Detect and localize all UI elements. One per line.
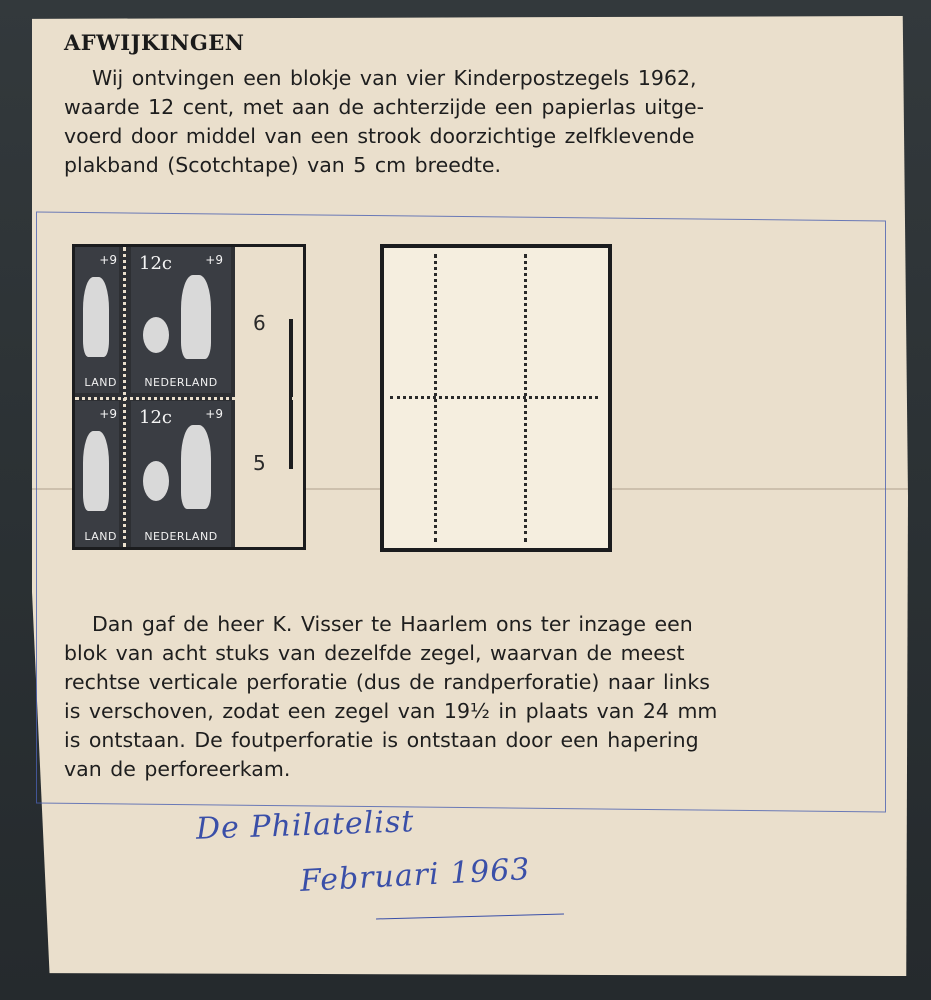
stamp-country-label: LAND [84,530,117,543]
child-figure-icon [181,425,211,509]
vertical-perforation [123,247,126,547]
paragraph-2-line: is ontstaan. De foutperforatie is ontstaan door een hapering [64,728,699,752]
paragraph-2 [64,610,896,784]
paragraph-1-line: voerd door middel van een strook doorzichtige zelfklevende [64,124,695,148]
margin-line [289,319,293,469]
handwritten-source: De Philatelist [195,804,415,847]
stamp-surcharge: +9 [205,253,223,267]
paragraph-2-line: rechtse verticale perforatie (dus de randperforatie) naar links [64,670,710,694]
stamp-surcharge: +9 [99,253,117,267]
paragraph-2-line: blok van acht stuks van dezelfde zegel, waarvan de meest [64,641,685,665]
paragraph-2-line: is verschoven, zodat een zegel van 19½ in plaats van 24 mm [64,699,718,723]
paragraph-1-line: plakband (Scotchtape) van 5 cm breedte. [64,153,502,177]
goose-icon [143,317,169,353]
paragraph-2-line: van de perforeerkam. [64,757,291,781]
stamp-partial-top-left [75,247,119,393]
stamp-partial-bottom-left [75,401,119,547]
paragraph-1 [64,64,896,180]
stamp-surcharge: +9 [99,407,117,421]
goose-icon [143,461,169,501]
stamp-top-right [131,247,231,393]
child-figure-icon [83,277,109,357]
stamp-value: 12c [139,407,172,428]
perforation-diagram [380,244,612,552]
child-figure-icon [83,431,109,511]
stamp-value: 12c [139,253,172,274]
row-number: 6 [253,311,266,335]
stamp-block-photo [72,244,306,550]
handwritten-date: Februari 1963 [299,851,532,900]
row-number: 5 [253,451,266,475]
paragraph-2-line: Dan gaf de heer K. Visser te Haarlem ons ter inzage een [92,612,693,636]
paragraph-1-line: Wij ontvingen een blokje van vier Kinderpostzegels 1962, [92,66,697,90]
stamp-country-label: NEDERLAND [144,530,218,543]
stamp-country-label: NEDERLAND [144,376,218,389]
stamp-country-label: LAND [84,376,117,389]
article-heading: AFWIJKINGEN [64,30,245,55]
stamp-bottom-right [131,401,231,547]
child-figure-icon [181,275,211,359]
horizontal-perforation [75,397,303,400]
paragraph-1-line: waarde 12 cent, met aan de achterzijde een papierlas uitge- [64,95,705,119]
diagram-horizontal-perforation [390,396,598,399]
stamp-surcharge: +9 [205,407,223,421]
